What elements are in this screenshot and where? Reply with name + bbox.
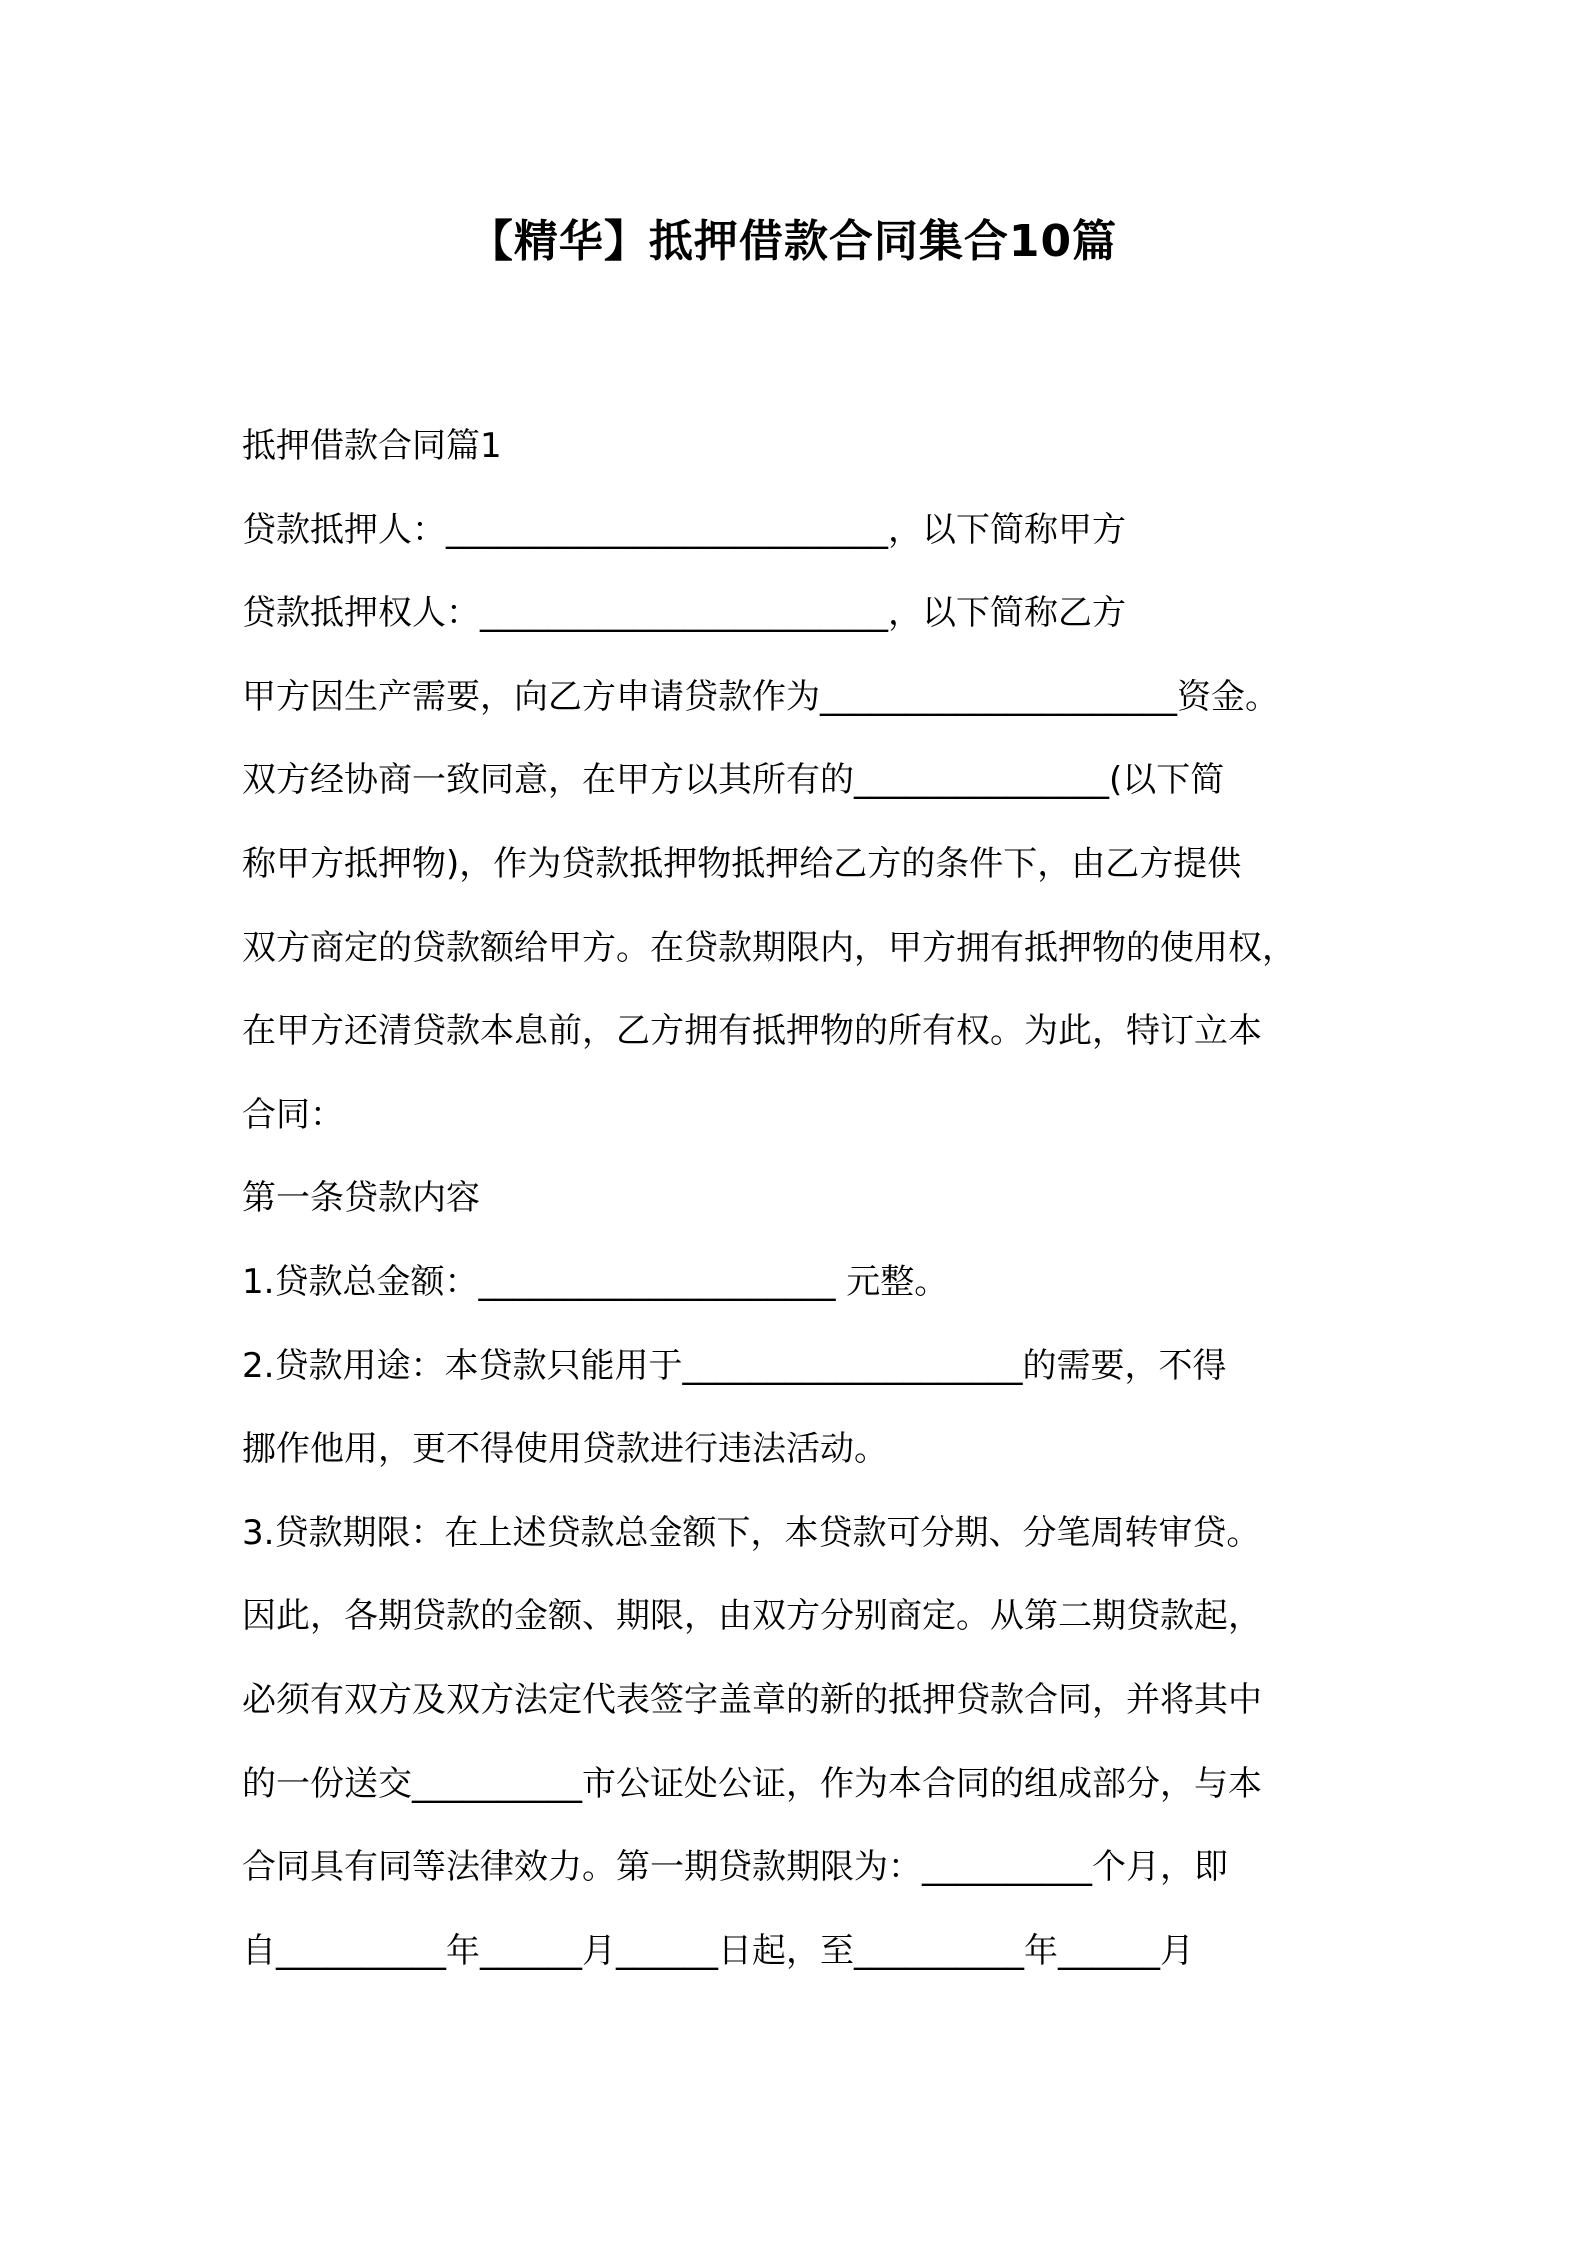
paragraph-line: 1.贷款总金额：_____________________ 元整。 <box>242 1261 949 1302</box>
paragraph-line: 因此，各期贷款的金额、期限，由双方分别商定。从第二期贷款起， <box>242 1596 1262 1637</box>
section-heading: 抵押借款合同篇1 <box>242 426 502 466</box>
paragraph-line: 3.贷款期限：在上述贷款总金额下，本贷款可分期、分笔周转审贷。 <box>242 1512 1261 1553</box>
paragraph-line: 甲方因生产需要，向乙方申请贷款作为_____________________资金。 <box>242 676 1279 717</box>
article-heading: 第一条贷款内容 <box>242 1178 480 1219</box>
paragraph-line: 双方经协商一致同意，在甲方以其所有的_______________(以下简 <box>242 760 1225 801</box>
document-title: 【精华】抵押借款合同集合10篇 <box>468 216 1118 267</box>
paragraph-line: 必须有双方及双方法定代表签字盖章的新的抵押贷款合同，并将其中 <box>242 1679 1262 1720</box>
paragraph-line: 称甲方抵押物)，作为贷款抵押物抵押给乙方的条件下，由乙方提供 <box>242 843 1242 884</box>
paragraph-line: 双方商定的贷款额给甲方。在贷款期限内，甲方拥有抵押物的使用权， <box>242 927 1296 968</box>
paragraph-line: 自__________年______月______日起，至__________年______月 <box>242 1930 1194 1971</box>
document-body <box>242 405 1362 1993</box>
paragraph-line: 贷款抵押人：__________________________，以下简称甲方 <box>242 509 1126 550</box>
paragraph-line: 合同具有同等法律效力。第一期贷款期限为：__________个月，即 <box>242 1847 1228 1888</box>
paragraph-line: 挪作他用，更不得使用贷款进行违法活动。 <box>242 1429 888 1470</box>
paragraph-line: 的一份送交__________市公证处公证，作为本合同的组成部分，与本 <box>242 1763 1262 1804</box>
paragraph-line: 2.贷款用途：本贷款只能用于____________________的需要，不得 <box>242 1345 1227 1386</box>
paragraph-line: 贷款抵押权人：________________________，以下简称乙方 <box>242 593 1126 634</box>
paragraph-line: 在甲方还清贷款本息前，乙方拥有抵押物的所有权。为此，特订立本 <box>242 1011 1262 1052</box>
paragraph-line: 合同： <box>242 1094 344 1135</box>
